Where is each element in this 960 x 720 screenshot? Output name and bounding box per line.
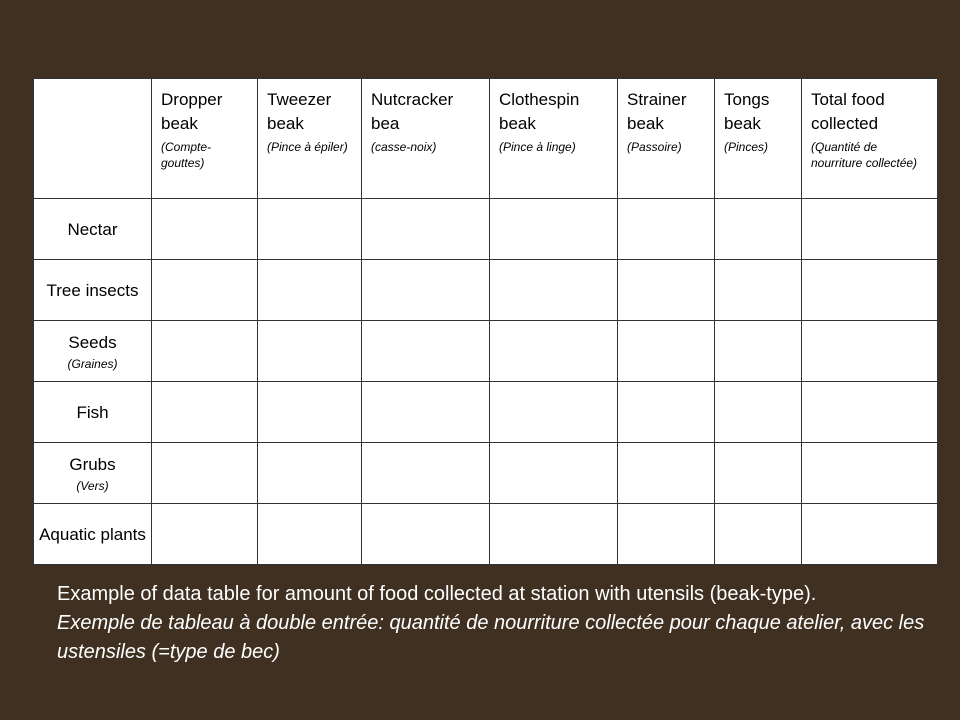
column-header-total <box>802 79 938 199</box>
data-cell[interactable] <box>258 321 362 382</box>
column-header-dropper <box>152 79 258 199</box>
data-cell[interactable] <box>618 199 715 260</box>
column-header-translation: (Compte-gouttes) <box>161 140 212 170</box>
data-cell[interactable] <box>490 199 618 260</box>
data-cell[interactable] <box>362 199 490 260</box>
data-cell[interactable] <box>490 260 618 321</box>
table-body <box>34 199 938 565</box>
data-cell[interactable] <box>362 443 490 504</box>
data-cell[interactable] <box>362 321 490 382</box>
column-header-tweezer <box>258 79 362 199</box>
data-cell[interactable] <box>152 199 258 260</box>
row-header-cell <box>34 199 152 260</box>
caption-french: Exemple de tableau à double entrée: quantité de nourriture collectée pour chaque atelier, avec les ustensiles (=type de bec) <box>57 612 925 663</box>
row-header-cell <box>34 260 152 321</box>
data-cell[interactable] <box>258 199 362 260</box>
row-header-cell <box>34 321 152 382</box>
column-header-clothespin <box>490 79 618 199</box>
row-header-cell <box>34 504 152 565</box>
row-header-cell <box>34 382 152 443</box>
data-cell[interactable] <box>715 443 802 504</box>
table-row <box>34 443 938 504</box>
data-cell[interactable] <box>715 321 802 382</box>
data-cell[interactable] <box>715 260 802 321</box>
row-header-label: Grubs <box>69 454 116 474</box>
data-cell[interactable] <box>490 321 618 382</box>
row-header-label: Nectar <box>67 219 118 239</box>
data-cell[interactable] <box>618 504 715 565</box>
data-cell[interactable] <box>802 260 938 321</box>
row-header-label: Aquatic plants <box>39 524 146 544</box>
column-header-translation: (Pinces) <box>724 140 769 154</box>
data-cell[interactable] <box>362 504 490 565</box>
row-header-label: Fish <box>76 402 109 422</box>
row-header-label: Seeds <box>68 332 117 352</box>
data-cell[interactable] <box>152 443 258 504</box>
column-header-label: Clothespin beak <box>499 90 580 133</box>
corner-header-cell <box>34 79 152 199</box>
column-header-label: Total food collected <box>811 90 885 133</box>
data-cell[interactable] <box>618 321 715 382</box>
column-header-strainer <box>618 79 715 199</box>
caption <box>57 580 927 667</box>
column-header-tongs <box>715 79 802 199</box>
row-header-label: Tree insects <box>46 280 139 300</box>
row-header-translation: (Vers) <box>76 478 109 493</box>
column-header-translation: (Passoire) <box>627 140 682 154</box>
data-cell[interactable] <box>715 199 802 260</box>
table-row <box>34 199 938 260</box>
column-header-translation: (casse-noix) <box>371 140 437 154</box>
column-header-label: Strainer beak <box>627 90 687 133</box>
data-cell[interactable] <box>490 382 618 443</box>
data-cell[interactable] <box>258 504 362 565</box>
data-cell[interactable] <box>258 260 362 321</box>
column-header-label: Dropper beak <box>161 90 223 133</box>
data-cell[interactable] <box>152 382 258 443</box>
data-cell[interactable] <box>802 443 938 504</box>
data-cell[interactable] <box>362 382 490 443</box>
caption-english: Example of data table for amount of food collected at station with utensils (beak-type). <box>57 583 817 605</box>
data-cell[interactable] <box>258 382 362 443</box>
data-cell[interactable] <box>152 260 258 321</box>
data-cell[interactable] <box>802 321 938 382</box>
data-cell[interactable] <box>490 504 618 565</box>
column-header-label: Tweezer beak <box>267 90 332 133</box>
data-cell[interactable] <box>618 443 715 504</box>
row-header-cell <box>34 443 152 504</box>
data-cell[interactable] <box>618 260 715 321</box>
data-cell[interactable] <box>258 443 362 504</box>
row-header-translation: (Graines) <box>67 356 118 371</box>
data-cell[interactable] <box>618 382 715 443</box>
column-header-label: Nutcracker bea <box>371 90 454 133</box>
data-cell[interactable] <box>802 504 938 565</box>
column-header-translation: (Quantité de nourriture collectée) <box>811 140 918 170</box>
column-header-translation: (Pince à linge) <box>499 140 576 154</box>
column-header-translation: (Pince à épiler) <box>267 140 348 154</box>
data-cell[interactable] <box>715 504 802 565</box>
data-cell[interactable] <box>802 382 938 443</box>
data-cell[interactable] <box>715 382 802 443</box>
table-row <box>34 382 938 443</box>
table-row <box>34 504 938 565</box>
column-header-nutcracker <box>362 79 490 199</box>
column-header-label: Tongs beak <box>724 90 770 133</box>
data-cell[interactable] <box>152 321 258 382</box>
header-row <box>34 79 938 199</box>
data-cell[interactable] <box>152 504 258 565</box>
data-table <box>33 78 938 565</box>
table-row <box>34 321 938 382</box>
data-cell[interactable] <box>362 260 490 321</box>
table-row <box>34 260 938 321</box>
data-cell[interactable] <box>802 199 938 260</box>
data-cell[interactable] <box>490 443 618 504</box>
